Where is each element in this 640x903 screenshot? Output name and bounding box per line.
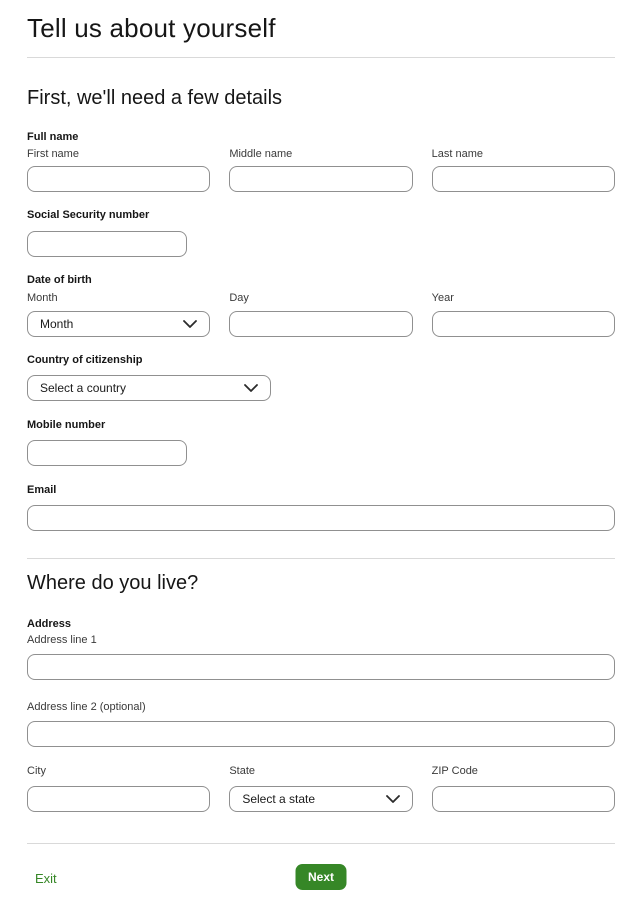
dob-year-input[interactable] (432, 311, 615, 337)
chevron-down-icon (244, 384, 258, 392)
full-name-inputs-row (27, 166, 615, 192)
address-group-label: Address (27, 618, 72, 630)
zip-input[interactable] (432, 786, 615, 812)
first-name-input[interactable] (27, 166, 210, 192)
state-label: State (229, 765, 256, 777)
dob-year-label: Year (431, 292, 454, 304)
dob-inputs-row (27, 311, 615, 337)
dob-month-select[interactable] (27, 311, 210, 337)
city-state-zip-labels-row (27, 764, 615, 778)
citizenship-label: Country of citizenship (27, 354, 143, 366)
address-line2-label: Address line 2 (optional) (27, 701, 146, 713)
divider (27, 558, 615, 559)
address-line1-input[interactable] (27, 654, 615, 680)
mobile-input[interactable] (27, 440, 187, 466)
city-state-zip-inputs-row (27, 786, 615, 812)
address-section-heading: Where do you live? (27, 572, 199, 594)
citizenship-selected-value: Select a country (40, 381, 127, 395)
citizenship-select[interactable] (27, 375, 271, 401)
divider (27, 57, 615, 58)
address-line1-label: Address line 1 (27, 634, 97, 646)
exit-link[interactable]: Exit (35, 871, 57, 886)
dob-month-label: Month (27, 292, 58, 304)
first-name-label: First name (27, 148, 79, 160)
middle-name-input[interactable] (229, 166, 412, 192)
divider (27, 843, 615, 844)
last-name-label: Last name (431, 148, 484, 160)
address-line2-input[interactable] (27, 721, 615, 747)
dob-month-selected-value: Month (40, 317, 74, 331)
email-label: Email (27, 484, 57, 496)
city-label: City (27, 765, 46, 777)
chevron-down-icon (183, 320, 197, 328)
form-page (0, 12, 640, 894)
state-selected-value: Select a state (242, 792, 316, 806)
state-select[interactable] (229, 786, 412, 812)
next-button[interactable]: Next (296, 864, 347, 890)
full-name-labels-row (27, 147, 615, 161)
last-name-input[interactable] (432, 166, 615, 192)
ssn-label: Social Security number (27, 209, 150, 221)
footer (27, 864, 615, 894)
details-section-heading: First, we'll need a few details (27, 87, 283, 109)
dob-group-label: Date of birth (27, 274, 92, 286)
middle-name-label: Middle name (229, 148, 293, 160)
city-input[interactable] (27, 786, 210, 812)
page-title: Tell us about yourself (27, 13, 276, 43)
dob-day-label: Day (229, 292, 249, 304)
chevron-down-icon (386, 795, 400, 803)
ssn-input[interactable] (27, 231, 187, 257)
dob-labels-row (27, 291, 615, 305)
dob-day-input[interactable] (229, 311, 412, 337)
email-input[interactable] (27, 505, 615, 531)
full-name-group-label: Full name (27, 131, 79, 143)
mobile-label: Mobile number (27, 419, 106, 431)
zip-label: ZIP Code (431, 765, 478, 777)
